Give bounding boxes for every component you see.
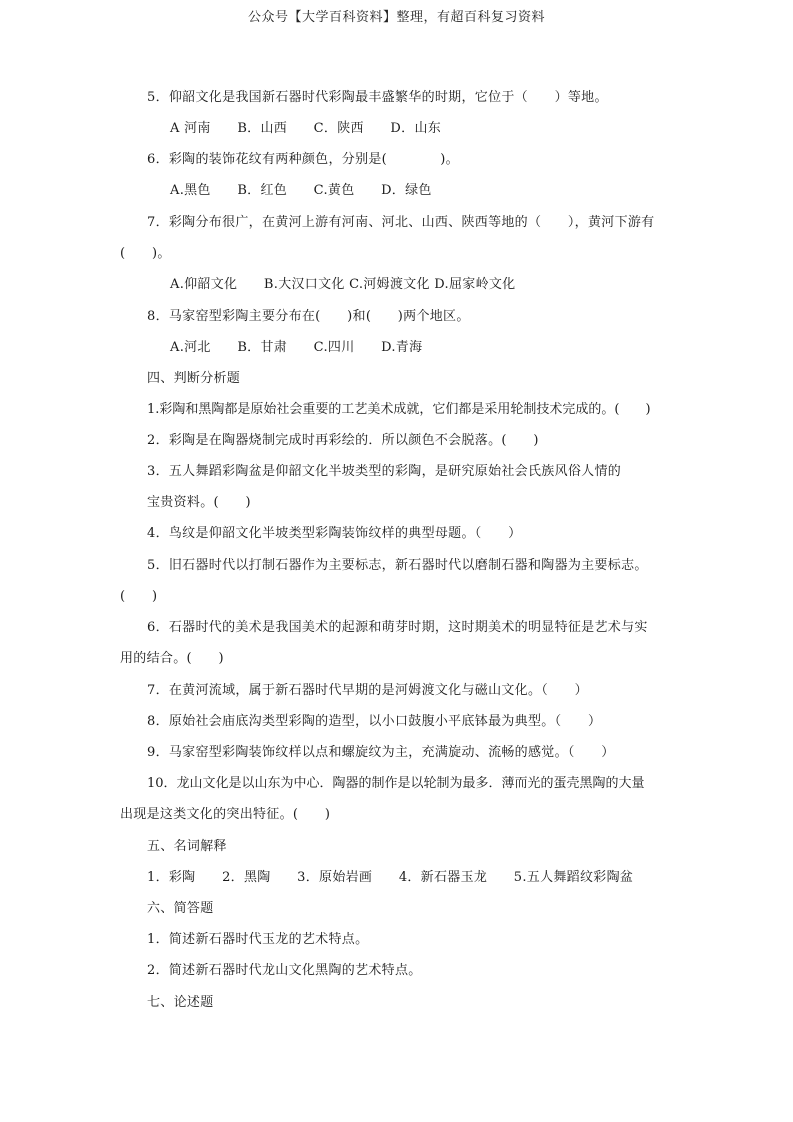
short-answer-1: 1．简述新石器时代玉龙的艺术特点。 bbox=[147, 932, 369, 947]
judgment-7: 7．在黄河流域，属于新石器时代早期的是河姆渡文化与磁山文化。（ ） bbox=[147, 683, 588, 698]
judgment-10-continued: 出现是这类文化的突出特征。( ) bbox=[120, 807, 331, 822]
question-5: 5．仰韶文化是我国新石器时代彩陶最丰盛繁华的时期，它位于（ ）等地。 bbox=[147, 90, 608, 105]
question-7: 7．彩陶分布很广，在黄河上游有河南、河北、山西、陕西等地的（ ），黄河下游有 bbox=[147, 215, 655, 230]
judgment-10: 10．龙山文化是以山东为中心．陶器的制作是以轮制为最多．薄而光的蛋壳黑陶的大量 bbox=[147, 776, 645, 791]
judgment-5-continued: ( ) bbox=[120, 589, 158, 604]
judgment-5: 5．旧石器时代以打制石器作为主要标志，新石器时代以磨制石器和陶器为主要标志。 bbox=[147, 558, 648, 573]
judgment-2: 2．彩陶是在陶器烧制完成时再彩绘的．所以颜色不会脱落。( ) bbox=[147, 433, 539, 448]
question-8: 8．马家窑型彩陶主要分布在( )和( )两个地区。 bbox=[147, 309, 470, 324]
question-6-options: A.黑色 B．红色 C.黄色 D．绿色 bbox=[170, 183, 432, 198]
section-heading-short-answer: 六、简答题 bbox=[147, 901, 214, 916]
page-header: 公众号【大学百科资料】整理，有超百科复习资料 bbox=[247, 10, 545, 25]
term-list: 1．彩陶 2．黑陶 3．原始岩画 4．新石器玉龙 5.五人舞蹈纹彩陶盆 bbox=[147, 870, 634, 885]
section-heading-essay: 七、论述题 bbox=[147, 995, 214, 1010]
judgment-6-continued: 用的结合。( ) bbox=[120, 651, 224, 666]
section-heading-judgment: 四、判断分析题 bbox=[147, 371, 241, 386]
judgment-1: 1.彩陶和黑陶都是原始社会重要的工艺美术成就，它们都是采用轮制技术完成的。( ) bbox=[147, 402, 651, 417]
question-6: 6．彩陶的装饰花纹有两种颜色，分别是( )。 bbox=[147, 152, 459, 167]
section-heading-terms: 五、名词解释 bbox=[147, 839, 227, 854]
judgment-4: 4．鸟纹是仰韶文化半坡类型彩陶装饰纹样的典型母题。（ ） bbox=[147, 526, 522, 541]
judgment-8: 8．原始社会庙底沟类型彩陶的造型，以小口鼓腹小平底钵最为典型。（ ） bbox=[147, 714, 602, 729]
judgment-3: 3．五人舞蹈彩陶盆是仰韶文化半坡类型的彩陶，是研究原始社会氏族风俗人情的 bbox=[147, 464, 622, 479]
question-7-options: A.仰韶文化 B.大汉口文化 C.河姆渡文化 D.屈家岭文化 bbox=[170, 277, 516, 292]
judgment-9: 9．马家窑型彩陶装饰纹样以点和螺旋纹为主，充满旋动、流畅的感觉。（ ） bbox=[147, 745, 615, 760]
judgment-3-continued: 宝贵资料。( ) bbox=[147, 495, 251, 510]
question-7-continued: ( )。 bbox=[120, 246, 171, 261]
question-8-options: A.河北 B．甘肃 C.四川 D.青海 bbox=[170, 340, 423, 355]
question-5-options: A 河南 B．山西 C．陕西 D．山东 bbox=[170, 121, 442, 136]
short-answer-2: 2．简述新石器时代龙山文化黑陶的艺术特点。 bbox=[147, 963, 422, 978]
judgment-6: 6．石器时代的美术是我国美术的起源和萌芽时期，这时期美术的明显特征是艺术与实 bbox=[147, 620, 648, 635]
